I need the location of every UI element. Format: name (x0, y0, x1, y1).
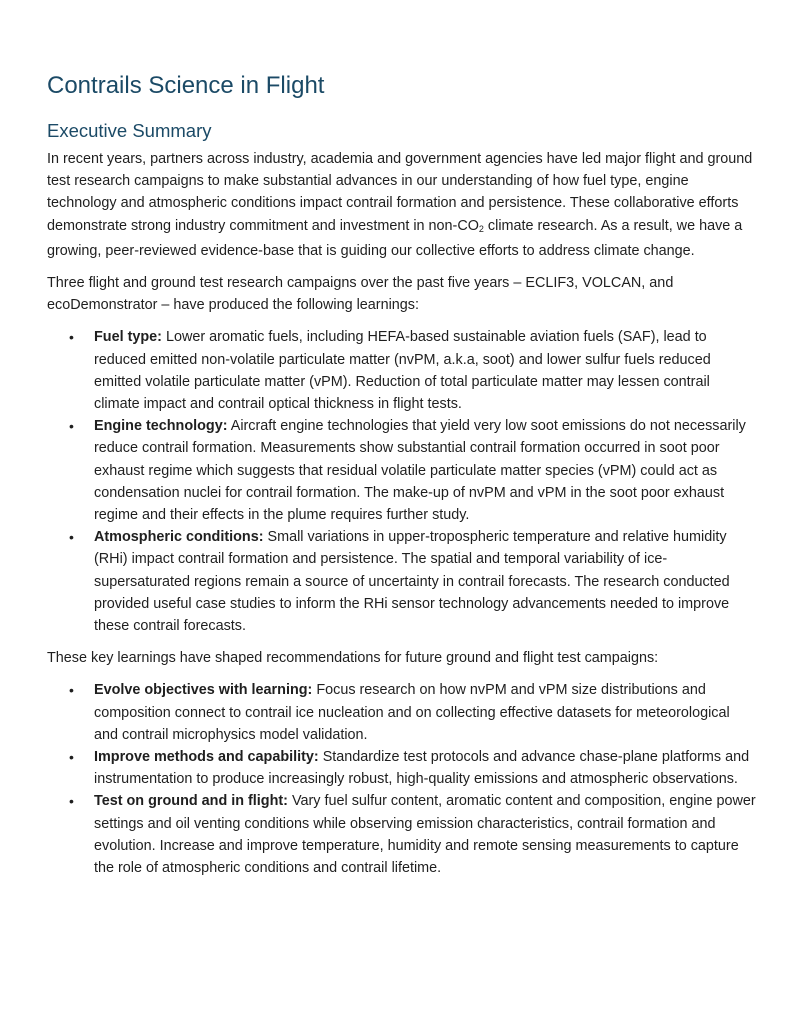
list-item (47, 415, 757, 526)
list-item-text: Standardize test protocols and advance chase-plane platforms and instrumentation to produce increasingly robust, high-quality emissions and atmospheric observations. (94, 749, 750, 788)
list-item-label: Fuel type: (94, 329, 162, 346)
campaigns-paragraph: Three flight and ground test research campaigns over the past five years – ECLIF3, VOLCAN, and ecoDemonstrator – have produced the following learnings: (47, 275, 674, 314)
intro-text-end: climate research. As a result, we have a growing, peer-reviewed evidence-base that is guiding our collective efforts to address climate change. (47, 217, 743, 259)
list-item-text: Lower aromatic fuels, including HEFA-based sustainable aviation fuels (SAF), lead to reduced emitted non-volatile particulate matter (nvPM, a.k.a, soot) and lower sulfur fuels reduced emitted volatile particulate matter (vPM). Reduction of total particulate matter may lessen contrail climate impact and contrail optical thickness in flight tests. (94, 329, 711, 413)
document-title: Contrails Science in Flight (47, 72, 325, 99)
document-page (47, 60, 757, 889)
recommendations-paragraph: These key learnings have shaped recommendations for future ground and flight test campaigns: (47, 650, 659, 667)
bullet-icon: • (69, 329, 74, 346)
learnings-list (47, 326, 757, 637)
list-item (47, 526, 757, 637)
list-item-label: Engine technology: (94, 418, 228, 435)
list-item-label: Atmospheric conditions: (94, 529, 264, 546)
bullet-icon: • (69, 529, 74, 546)
section-heading: Executive Summary (47, 120, 212, 141)
list-item (47, 326, 757, 415)
list-item-text: Vary fuel sulfur content, aromatic content and composition, engine power settings and oil venting conditions while observing emission characteristics, contrail formation and evolution. Increase and improve temperature, humidity and remote sensing measurements to capture the role of atmospheric conditions and contrail lifetime. (94, 793, 756, 877)
intro-paragraph (47, 148, 757, 262)
list-item (47, 790, 757, 879)
list-item-text: Small variations in upper-tropospheric temperature and relative humidity (RHi) impact contrail formation and persistence. The spatial and temporal variability of ice-supersaturated regions remain a source of uncertainty in contrail forecasts. The research conducted provided useful case studies to inform the RHi sensor technology advancements needed to improve these contrail forecasts. (94, 529, 730, 635)
bullet-icon: • (69, 793, 74, 810)
recommendations-list (47, 679, 757, 879)
bullet-icon: • (69, 682, 74, 699)
list-item-label: Evolve objectives with learning: (94, 682, 313, 699)
list-item-label: Improve methods and capability: (94, 749, 319, 766)
bullet-icon: • (69, 418, 74, 435)
bullet-icon: • (69, 749, 74, 766)
list-item-text: Aircraft engine technologies that yield very low soot emissions do not necessarily reduce contrail formation. Measurements show substantial contrail formation occurred in soot poor exhaust regime which suggests that residual volatile particulate matter species (vPM) could act as condensation nuclei for contrail formation. The make-up of nvPM and vPM in the soot poor exhaust regime and their effects in the plume requires further study. (94, 418, 746, 524)
list-item (47, 679, 757, 746)
list-item (47, 746, 757, 790)
list-item-text: Focus research on how nvPM and vPM size distributions and composition connect to contrail ice nucleation and on collecting effective datasets for meteorological and contrail microphysics model validation. (94, 682, 730, 743)
intro-text-start: In recent years, partners across industry, academia and government agencies have led major flight and ground test research campaigns to make substantial advances in our understanding of how fuel type, engine technology and atmospheric conditions impact contrail formation and persistence. These collaborative efforts demonstrate strong industry commitment and investment in non-CO (47, 151, 753, 234)
co2-subscript: 2 (478, 223, 484, 234)
list-item-label: Test on ground and in flight: (94, 793, 288, 810)
